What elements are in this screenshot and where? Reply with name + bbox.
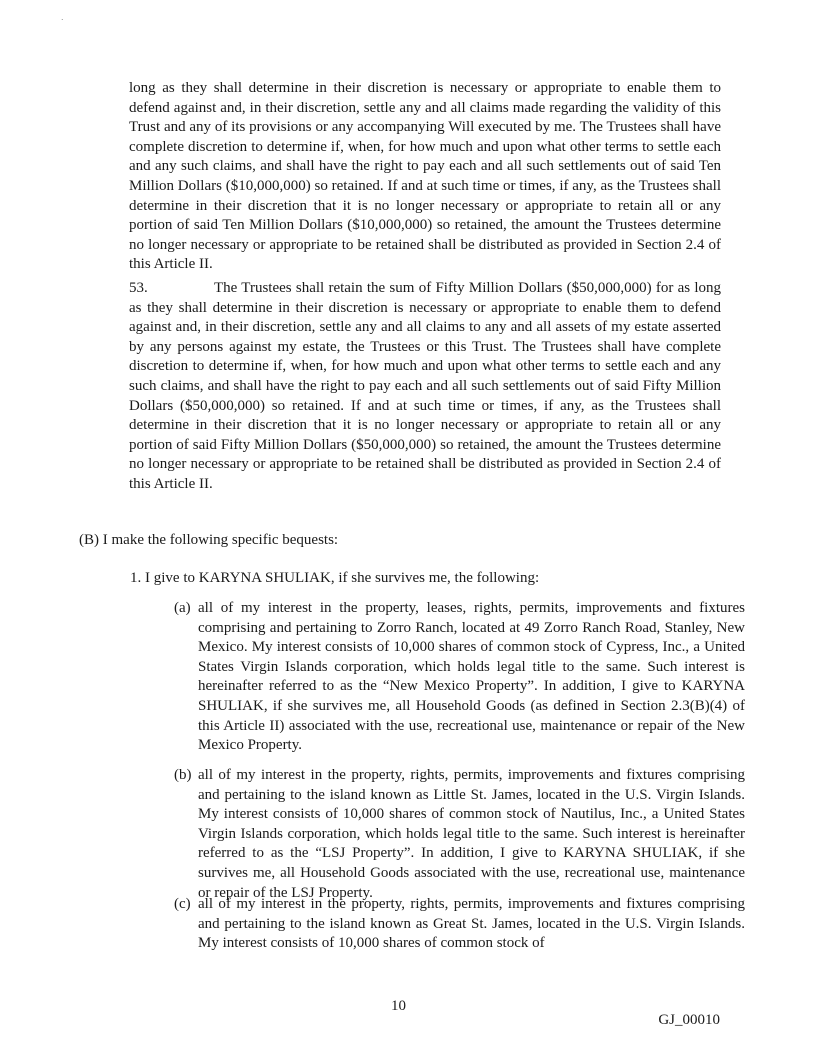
subitem-c xyxy=(174,895,745,954)
paragraph-53-number: 53. xyxy=(129,280,148,296)
subitem-c-text: all of my interest in the property, rights, permits, improvements and fixtures comprising and pertaining to the island known as Great St. James, located in the U.S. Virgin Islands. My interest consists of 10,000 shares of common stock of xyxy=(198,896,745,952)
subitem-b-label: (b) xyxy=(174,767,192,783)
subitem-b xyxy=(174,766,745,903)
page-number: 10 xyxy=(391,998,406,1014)
bequest-item-1: 1. I give to KARYNA SHULIAK, if she survives me, the following: xyxy=(130,570,540,586)
corner-mark: . xyxy=(61,12,64,22)
subitem-a-label: (a) xyxy=(174,600,191,616)
subitem-b-text: all of my interest in the property, rights, permits, improvements and fixtures comprising and pertaining to the island known as Little St. James, located in the U.S. Virgin Islands. My interest consists of 10,000 shares of common stock of Nautilus, Inc., a United States Virgin Islands corporation, which holds legal title to the same. Such interest is hereinafter referred to as the “LSJ Property”. In addition, I give to KARYNA SHULIAK, if she survives me, all Household Goods associated with the use, recreational use, maintenance or repair of the LSJ Property. xyxy=(198,767,745,901)
subitem-a-text: all of my interest in the property, leases, rights, permits, improvements and fixtures comprising and pertaining to Zorro Ranch, located at 49 Zorro Ranch Road, Stanley, New Mexico. My interest consists of 10,000 shares of common stock of Cypress, Inc., a United States Virgin Islands corporation, which holds legal title to the same. Such interest is hereinafter referred to as the “New Mexico Property”. In addition, I give to KARYNA SHULIAK, if she survives me, all Household Goods (as defined in Section 2.3(B)(4) of this Article II) associated with the use, recreational use, maintenance or repair of the New Mexico Property. xyxy=(198,600,745,754)
subitem-a xyxy=(174,599,745,756)
subitem-c-label: (c) xyxy=(174,896,191,912)
paragraph-53 xyxy=(129,279,721,495)
paragraph-continued: long as they shall determine in their discretion is necessary or appropriate to enable them to defend against and, in their discretion, settle any and all claims made regarding the validity of this Trust and any of its provisions or any accompanying Will executed by me. The Trustees shall have complete discretion to determine if, when, for how much and upon what other terms to settle each and any such claims, and shall have the right to pay each and all such settlements out of said Ten Million Dollars ($10,000,000) so retained. If and at such time or times, if any, as the Trustees shall determine in their discretion that it is no longer necessary or appropriate to retain all or any portion of said Ten Million Dollars ($10,000,000) so retained, the amount the Trustees determine no longer necessary or appropriate to be retained shall be distributed as provided in Section 2.4 of this Article II. xyxy=(129,80,721,273)
bates-number: GJ_00010 xyxy=(658,1012,720,1028)
paragraph-53-text: The Trustees shall retain the sum of Fifty Million Dollars ($50,000,000) for as long as they shall determine in their discretion is necessary or appropriate to enable them to defend against and, in their discretion, settle any and all claims to any and all assets of my estate asserted by any persons against my estate, the Trustees or this Trust. The Trustees shall have complete discretion to determine if, when, for how much and upon what other terms to settle each and any such claims, and shall have the right to pay each and all such settlements out of said Fifty Million Dollars ($50,000,000) so retained. If and at such time or times, if any, as the Trustees shall determine in their discretion that it is no longer necessary or appropriate to retain all or any portion of said Fifty Million Dollars ($50,000,000) so retained, the amount the Trustees determine no longer necessary or appropriate to be retained shall be distributed as provided in Section 2.4 of this Article II. xyxy=(129,280,721,492)
section-b-heading: (B) I make the following specific bequests: xyxy=(79,532,339,548)
